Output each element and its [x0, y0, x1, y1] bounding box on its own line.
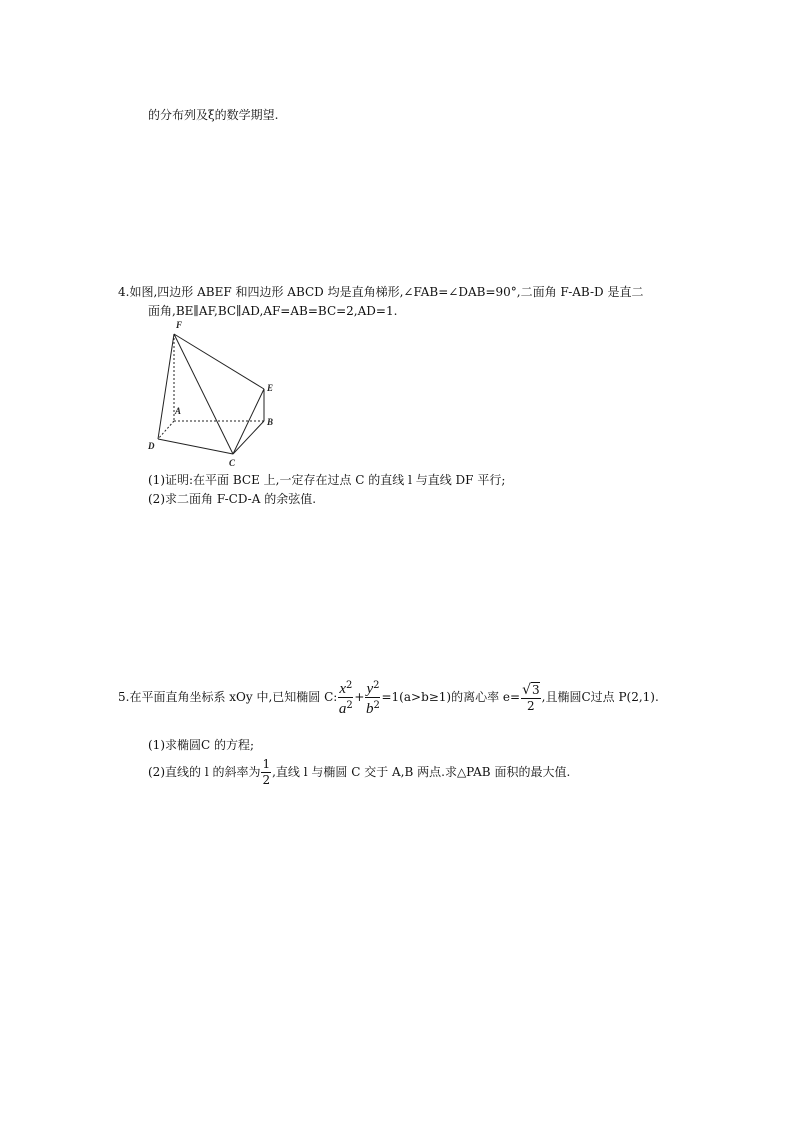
geometry-figure [140, 315, 290, 475]
label-A: A [175, 406, 182, 416]
stem-pre: 5.在平面直角坐标系 xOy 中,已知椭圆 C: [118, 690, 338, 704]
problem-3-tail: 的分布列及ξ的数学期望. [148, 108, 279, 122]
q2-pre: (2)直线的 l 的斜率为 [148, 765, 261, 779]
stem-post: ,且椭圆C过点 P(2,1). [541, 690, 659, 704]
edge-FD [158, 334, 174, 439]
q2-post: ,直线 l 与椭圆 C 交于 A,B 两点.求△PAB 面积的最大值. [272, 765, 571, 779]
problem-4-line-1: 4.如图,四边形 ABEF 和四边形 ABCD 均是直角梯形,∠FAB=∠DAB=90°,二面角 F-AB-D 是直二 [118, 285, 644, 299]
label-E: E [267, 383, 274, 393]
eccentricity-fraction: $\frac{√3}{2}$ [522, 681, 540, 713]
ellipse-fraction-x: $\frac{x^2}{a^2}$ [338, 680, 353, 717]
problem-4-question-1: (1)证明:在平面 BCE 上,一定存在过点 C 的直线 l 与直线 DF 平行; [148, 473, 506, 487]
label-C: C [229, 458, 236, 468]
plus-sign: + [354, 690, 365, 704]
ellipse-fraction-y: $\frac{y^2}{b^2}$ [366, 680, 380, 717]
edge-CB [233, 421, 264, 454]
label-F: F [176, 320, 183, 330]
label-B: B [267, 417, 274, 427]
problem-5-stem [118, 678, 659, 717]
problem-4-question-2: (2)求二面角 F-CD-A 的余弦值. [148, 492, 317, 506]
edge-DC [158, 439, 233, 454]
problem-5-question-1: (1)求椭圆C 的方程; [148, 738, 255, 752]
stem-mid: =1(a>b≥1)的离心率 e= [381, 690, 521, 704]
label-D: D [148, 441, 155, 451]
problem-4-line-2: 面角,BE∥AF,BC∥AD,AF=AB=BC=2,AD=1. [148, 304, 398, 318]
slope-fraction: $\frac{1}{2}$ [262, 757, 271, 787]
problem-5-question-2 [148, 757, 570, 788]
